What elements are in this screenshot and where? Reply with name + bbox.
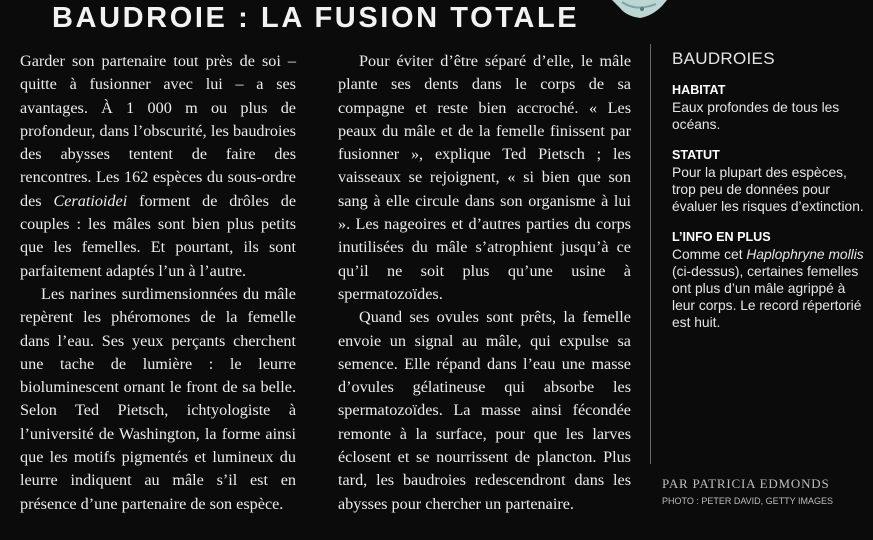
species-name: Ceratioidei bbox=[53, 191, 128, 210]
article-paragraph: Garder son partenaire tout près de soi – quitte à fusionner avec lui – a ses avantages. À 1 000 m ou plus de profondeur, dans l’obscurité, les baudroies des abysses tentent de faire des rencontres. Les 162 espèces du sous-ordre des Ceratioidei forment de drôles de couples : les mâles sont bien plus petits que les femelles. Et pourtant, ils sont parfaitement adaptés l’un à l’autre. bbox=[20, 52, 297, 280]
article-paragraph: Quand ses ovules sont prêts, la femelle envoie un signal au mâle, qui expulse sa semence. Elle répand dans l’eau une masse d’ovules gélatineuse qui absorbe les spermatozoïdes. La masse ainsi fécondée remonte à la surface, pour que les larves éclosent et se nourrissent de plancton. Plus tard, les baudroies redescendront dans les abysses pour chercher un partenaire. bbox=[338, 308, 631, 513]
article-paragraph: Pour éviter d’être séparé d’elle, le mâle plante ses dents dans le corps de sa compagne et reste bien accroché. « Les peaux du mâle et de la femelle finissent par fusionner », explique Ted Pietsch ; les vaisseaux se rejoignent, « si bien que son sang à elle circule dans son organisme à lui ». Les nageoires et d’autres parties du corps inutilisées du mâle s’atrophient jusqu’à ce qu’il ne soit plus qu’une usine à spermatozoïdes. bbox=[338, 52, 631, 303]
article-title: BAUDROIE : LA FUSION TOTALE bbox=[52, 2, 580, 34]
info-label: L’INFO EN PLUS bbox=[672, 230, 771, 244]
habitat-label: HABITAT bbox=[672, 83, 726, 97]
statut-label: STATUT bbox=[672, 148, 720, 162]
statut-text: Pour la plupart des espèces, trop peu de données pour évaluer les risques d’extinction. bbox=[672, 165, 864, 214]
photo-credit: PHOTO : PETER DAVID, GETTY IMAGES bbox=[662, 496, 834, 506]
article-column-1 bbox=[20, 50, 296, 516]
credits bbox=[662, 476, 833, 506]
anglerfish-photo-fragment bbox=[612, 0, 667, 20]
sidebar-title: BAUDROIES bbox=[672, 49, 775, 68]
article-paragraph: Les narines surdimensionnées du mâle repèrent les phéromones de la femelle dans l’eau. Ses yeux perçants cherchent une tache de lumière : le leurre bioluminescent ornant le front de sa belle. Selon Ted Pietsch, ichtyologiste à l’université de Washington, la forme ainsi que les motifs pigmentés et lumineux du leurre indiquent au mâle s’il est en présence d’une partenaire de son espèce. bbox=[20, 284, 296, 513]
species-name: Haplophryne mollis bbox=[746, 247, 864, 262]
article-column-2 bbox=[338, 50, 631, 516]
author-byline: PAR PATRICIA EDMONDS bbox=[662, 476, 830, 491]
fact-sidebar bbox=[650, 44, 866, 464]
info-text: Comme cet Haplophryne mollis (ci-dessus), certaines femelles ont plus d’un mâle agrippé à leur corps. Le record répertorié est huit. bbox=[672, 247, 864, 330]
habitat-text: Eaux profondes de tous les océans. bbox=[672, 100, 840, 132]
